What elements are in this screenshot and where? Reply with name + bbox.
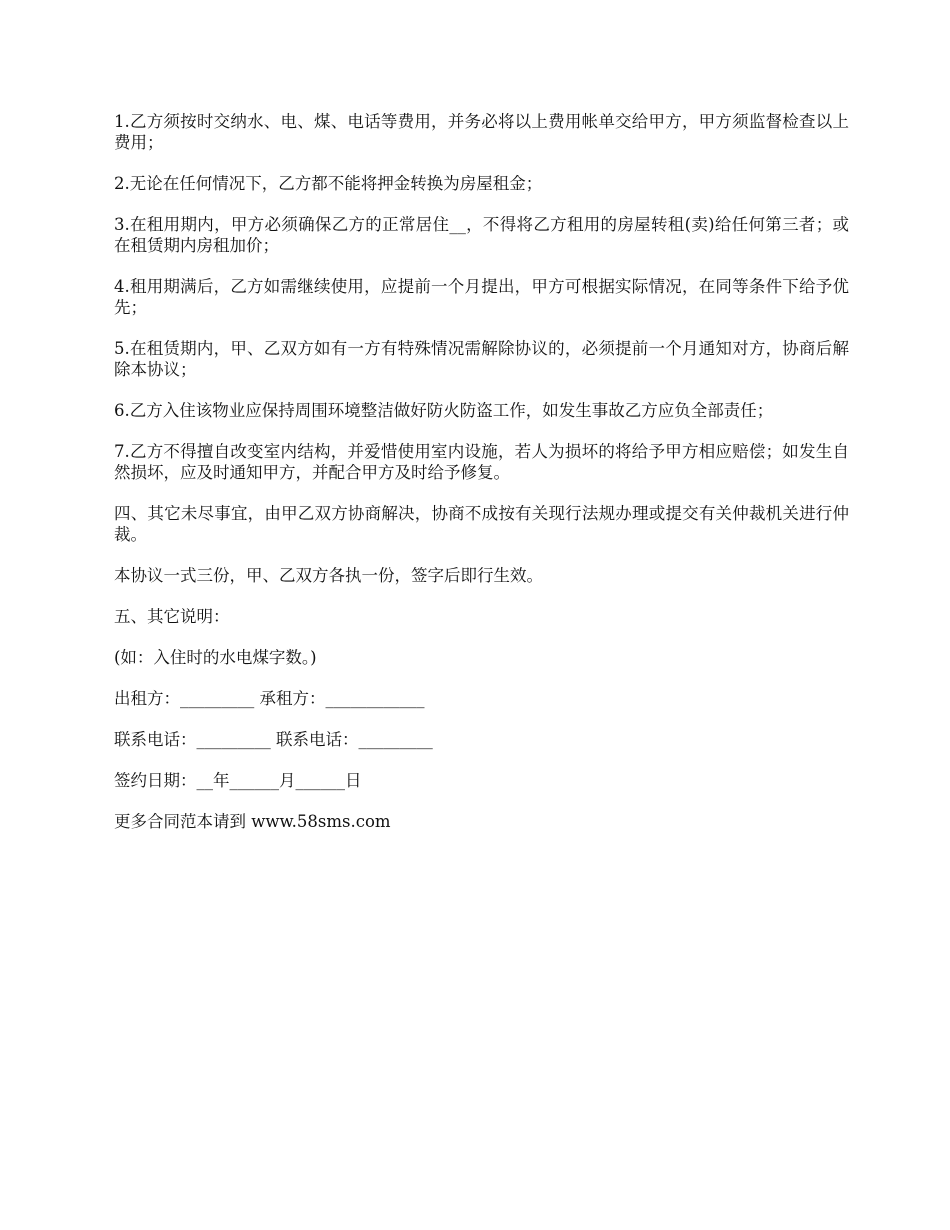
section-5-note: (如：入住时的水电煤字数。) [114, 648, 317, 667]
signing-date-line: 签约日期：__年______月______日 [114, 771, 362, 790]
clause-7: 7.乙方不得擅自改变室内结构，并爱惜使用室内设施，若人为损坏的将给予甲方相应赔偿；如发生自然损坏，应及时通知甲方，并配合甲方及时给予修复。 [114, 442, 849, 482]
section-5-heading: 五、其它说明： [114, 607, 230, 626]
document-body [114, 111, 849, 852]
clause-1: 1.乙方须按时交纳水、电、煤、电话等费用，并务必将以上费用帐单交给甲方，甲方须监督检查以上费用； [114, 112, 849, 152]
footer-website-note: 更多合同范本请到 www.58sms.com [114, 812, 391, 831]
section-4-other-matters: 四、其它未尽事宜，由甲乙双方协商解决，协商不成按有关现行法规办理或提交有关仲裁机关进行仲裁。 [114, 504, 849, 544]
clause-6: 6.乙方入住该物业应保持周围环境整洁做好防火防盗工作，如发生事故乙方应负全部责任； [114, 401, 774, 420]
clause-4: 4.租用期满后，乙方如需继续使用，应提前一个月提出，甲方可根据实际情况，在同等条件下给予优先； [114, 277, 849, 317]
copies-statement: 本协议一式三份，甲、乙双方各执一份，签字后即行生效。 [114, 566, 543, 585]
signature-parties-line: 出租方：_________ 承租方：____________ [114, 689, 425, 708]
clause-3: 3.在租用期内，甲方必须确保乙方的正常居住__，不得将乙方租用的房屋转租(卖)给任何第三者；或在租赁期内房租加价； [114, 215, 849, 255]
clause-2: 2.无论在任何情况下，乙方都不能将押金转换为房屋租金； [114, 174, 543, 193]
clause-5: 5.在租赁期内，甲、乙双方如有一方有特殊情况需解除协议的，必须提前一个月通知对方，协商后解除本协议； [114, 339, 849, 379]
contact-phone-line: 联系电话：_________ 联系电话：_________ [114, 730, 433, 749]
